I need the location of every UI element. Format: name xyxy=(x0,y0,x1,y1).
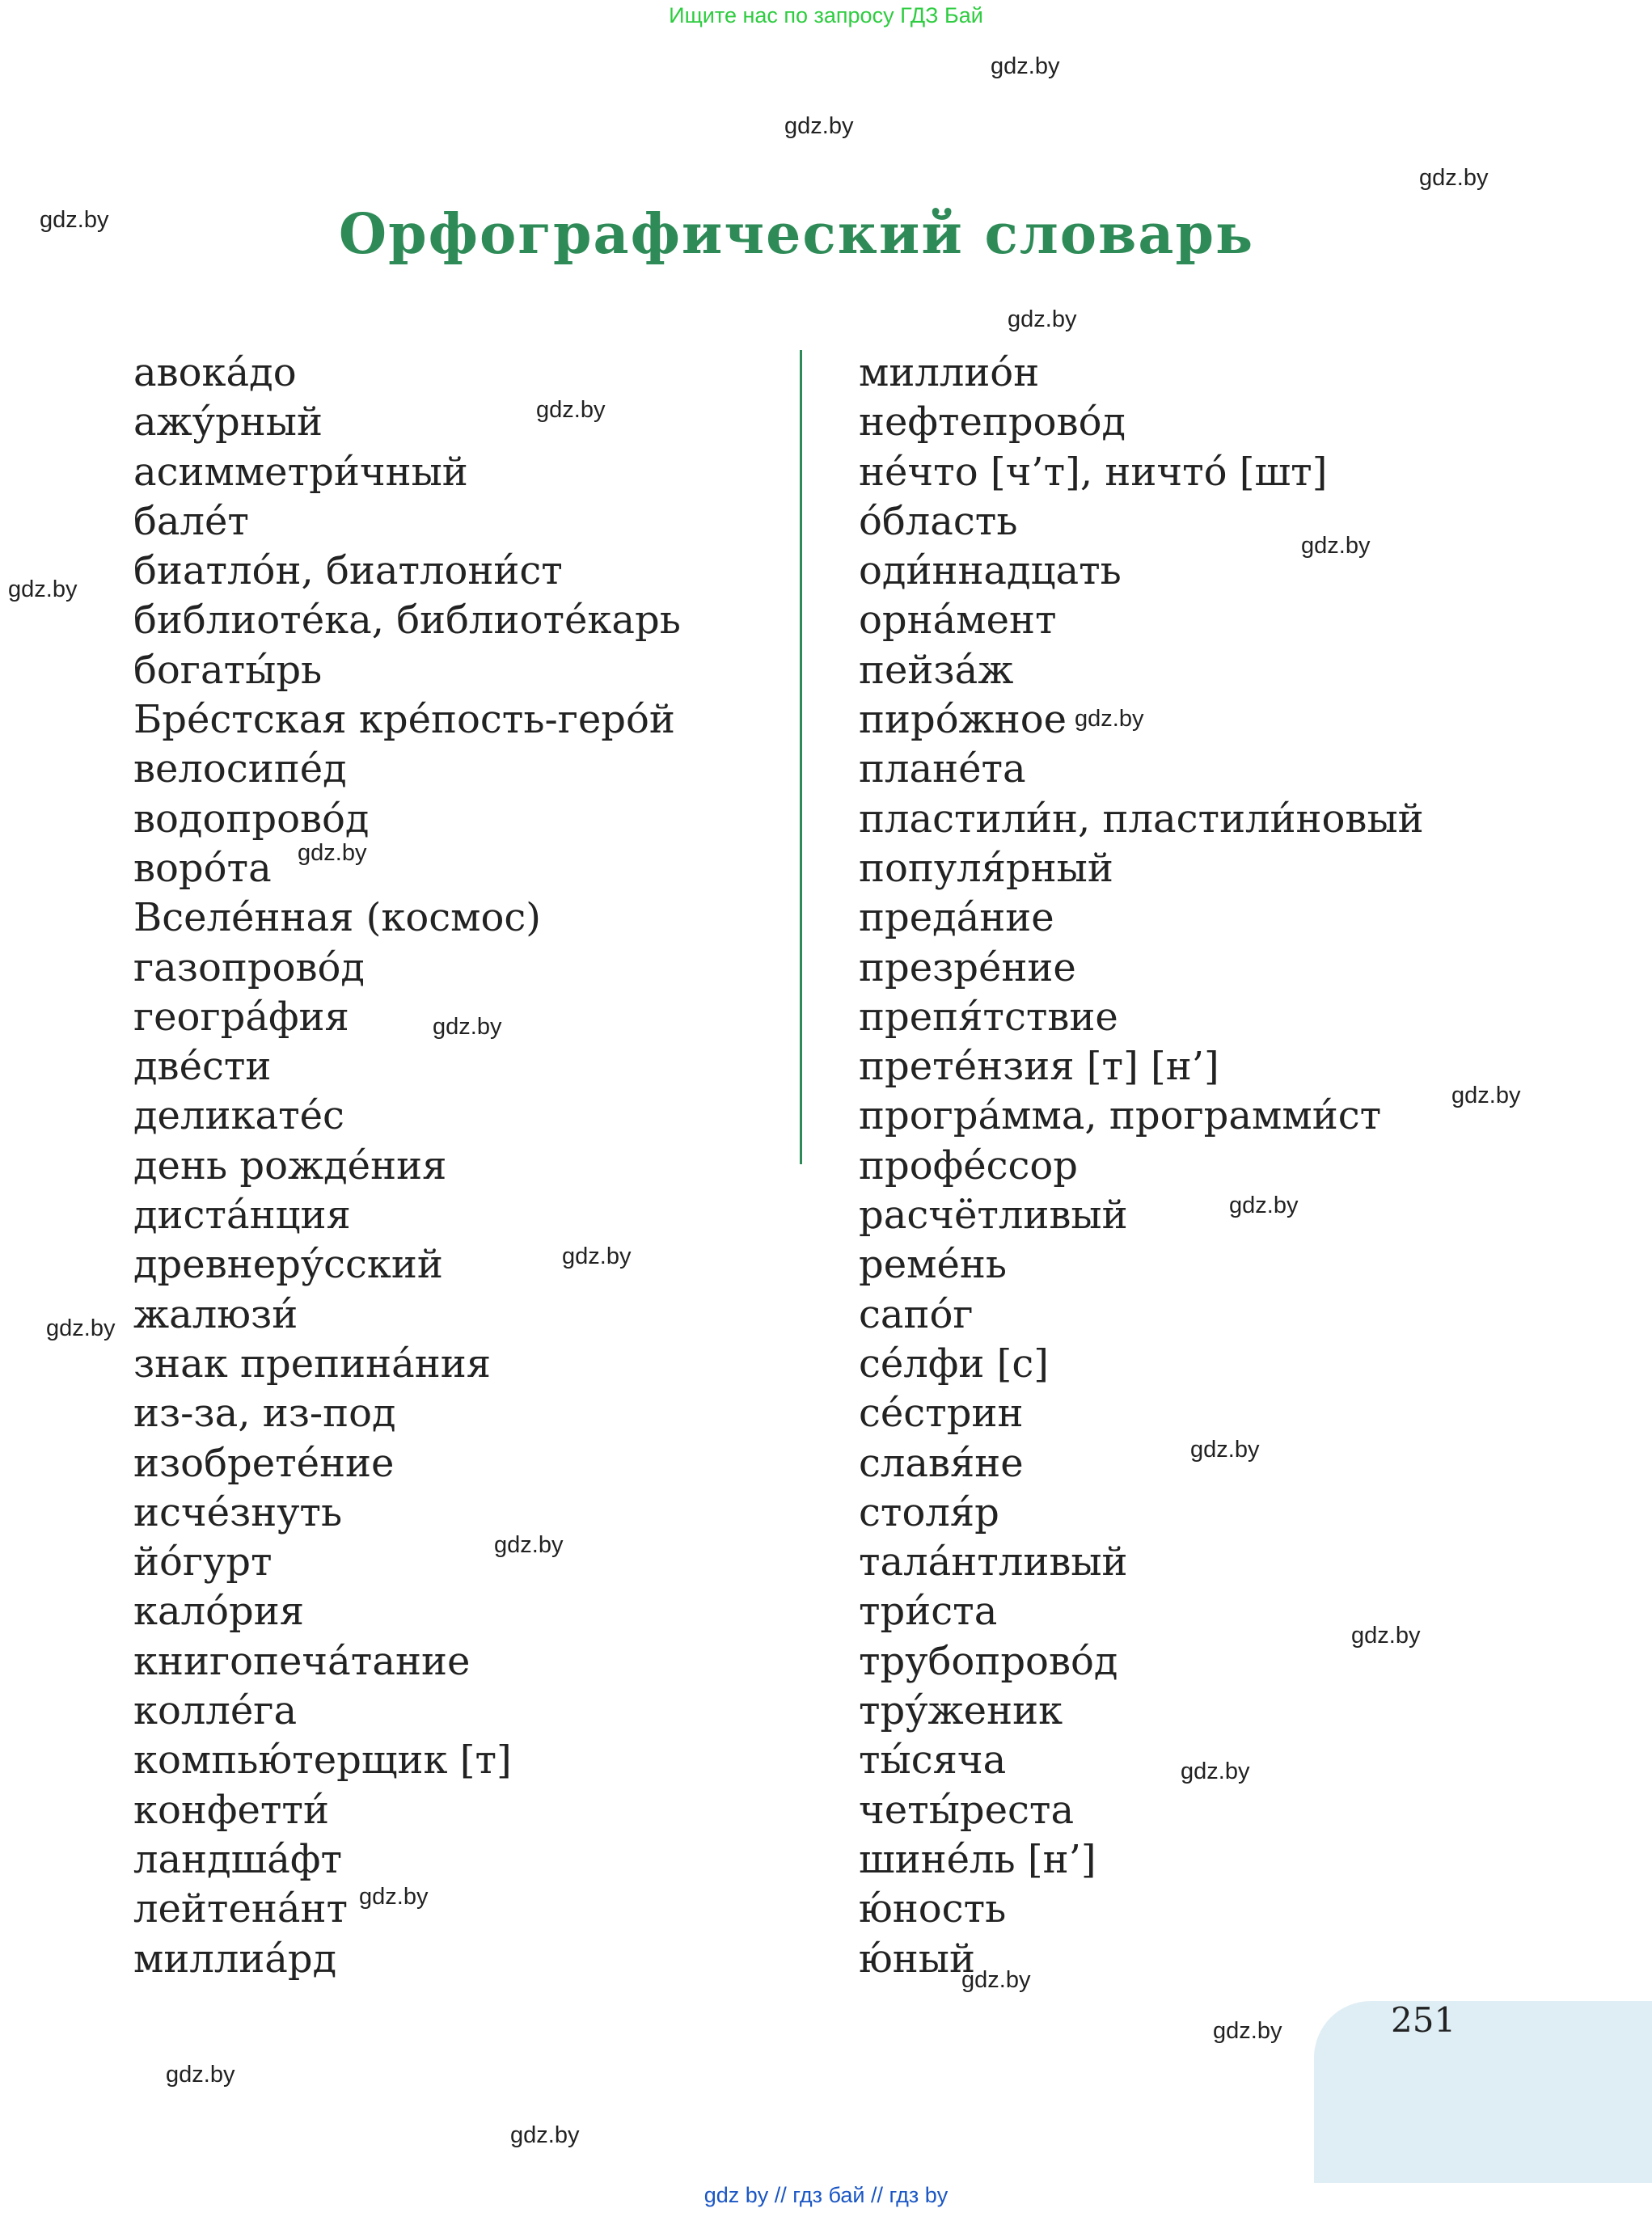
word-entry: орна́мент xyxy=(859,597,1057,644)
word-entry: ю́ность xyxy=(859,1886,1007,1932)
word-entry: о́бласть xyxy=(859,498,1018,544)
word-entry: оди́ннадцать xyxy=(859,548,1122,594)
word-entry: три́ста xyxy=(859,1589,998,1635)
word-entry: книгопеча́тание xyxy=(133,1638,471,1684)
word-entry: день рожде́ния xyxy=(133,1142,447,1188)
word-entry: ты́сяча xyxy=(859,1737,1007,1784)
word-entry: йо́гурт xyxy=(133,1539,273,1585)
word-entry: диста́нция xyxy=(133,1193,351,1239)
watermark: gdz.by xyxy=(536,397,606,423)
word-entry: газопрово́д xyxy=(133,944,365,990)
word-entry: реме́нь xyxy=(859,1242,1007,1288)
right-word-column xyxy=(859,348,1424,1984)
watermark: gdz.by xyxy=(1451,1083,1521,1108)
word-entry: расчётливый xyxy=(859,1193,1128,1239)
watermark: gdz.by xyxy=(359,1884,429,1910)
top-banner[interactable]: Ищите нас по запросу ГДЗ Бай xyxy=(669,3,983,27)
word-entry: знак препина́ния xyxy=(133,1340,492,1387)
word-entry: колле́га xyxy=(133,1688,298,1734)
page-number-box xyxy=(1314,2001,1652,2183)
word-entry: авока́до xyxy=(133,350,297,395)
left-word-column xyxy=(133,348,681,1984)
watermark: gdz.by xyxy=(40,207,109,233)
page-title: Орфографический словарь xyxy=(338,202,1255,267)
word-entry: пиро́жное xyxy=(859,697,1067,743)
word-entry: богаты́рь xyxy=(133,647,323,693)
word-entry: деликате́с xyxy=(133,1093,344,1139)
watermark: gdz.by xyxy=(1181,1758,1250,1784)
word-entry: асимметри́чный xyxy=(133,449,468,495)
word-entry: славя́не xyxy=(859,1440,1024,1486)
column-divider xyxy=(800,350,802,1164)
watermark: gdz.by xyxy=(1008,306,1077,332)
bottom-links[interactable]: gdz by // гдз бай // гдз by xyxy=(703,2183,949,2207)
watermark: gdz.by xyxy=(166,2062,235,2088)
watermark: gdz.by xyxy=(494,1532,564,1558)
word-entry: столя́р xyxy=(859,1489,999,1535)
word-entry: биатло́н, биатлони́ст xyxy=(133,548,563,594)
word-entry: водопрово́д xyxy=(133,796,370,842)
word-entry: Бре́стская кре́пость-геро́й xyxy=(133,697,675,743)
word-entry: трубопрово́д xyxy=(859,1638,1118,1684)
watermark: gdz.by xyxy=(298,840,367,866)
word-entry: четы́реста xyxy=(859,1787,1075,1833)
watermark: gdz.by xyxy=(433,1014,502,1040)
word-entry: сапо́г xyxy=(859,1291,974,1337)
word-entry: миллио́н xyxy=(859,350,1040,395)
word-entry: Вселе́нная (космос) xyxy=(133,895,541,941)
word-entry: изобрете́ние xyxy=(133,1440,395,1486)
watermark: gdz.by xyxy=(1419,165,1489,191)
word-entry: ажу́рный xyxy=(133,399,323,445)
word-entry: нефтепрово́д xyxy=(859,399,1126,445)
watermark: gdz.by xyxy=(510,2122,580,2148)
word-entry: лейтена́нт xyxy=(133,1886,349,1932)
word-entry: ландша́фт xyxy=(133,1836,343,1882)
watermark: gdz.by xyxy=(1213,2018,1282,2044)
word-entry: бале́т xyxy=(133,498,249,544)
watermark: gdz.by xyxy=(46,1315,116,1341)
word-entry: миллиа́рд xyxy=(133,1936,337,1982)
word-entry: древнеру́сский xyxy=(133,1242,443,1288)
word-entry: презре́ние xyxy=(859,944,1076,990)
watermark: gdz.by xyxy=(784,113,854,139)
word-entry: популя́рный xyxy=(859,845,1113,891)
word-entry: тала́нтливый xyxy=(859,1539,1128,1585)
watermark: gdz.by xyxy=(1075,706,1144,732)
word-entry: ю́ный xyxy=(859,1936,975,1982)
word-entry: плане́та xyxy=(859,746,1026,792)
watermark: gdz.by xyxy=(961,1967,1031,1993)
word-entry: велосипе́д xyxy=(133,746,347,792)
word-entry: шине́ль [н’] xyxy=(859,1836,1096,1882)
word-entry: компью́терщик [т] xyxy=(133,1737,512,1784)
word-entry: кало́рия xyxy=(133,1589,305,1635)
watermark: gdz.by xyxy=(562,1243,632,1269)
word-entry: библиоте́ка, библиоте́карь xyxy=(133,597,681,644)
watermark: gdz.by xyxy=(1190,1437,1260,1463)
word-entry: исче́знуть xyxy=(133,1489,343,1535)
watermark: gdz.by xyxy=(1351,1623,1421,1649)
word-entry: не́что [ч’т], ничто́ [шт] xyxy=(859,449,1328,495)
word-entry: конфетти́ xyxy=(133,1787,329,1833)
page-number: 251 xyxy=(1391,2000,1456,2040)
watermark: gdz.by xyxy=(8,576,78,602)
watermark: gdz.by xyxy=(991,53,1060,79)
word-entry: из-за, из-под xyxy=(133,1391,396,1437)
word-entry: се́стрин xyxy=(859,1391,1024,1437)
word-entry: програ́мма, программи́ст xyxy=(859,1093,1382,1139)
watermark: gdz.by xyxy=(1301,533,1371,559)
word-entry: профе́ссор xyxy=(859,1142,1078,1188)
watermark: gdz.by xyxy=(1229,1193,1299,1218)
word-entry: пейза́ж xyxy=(859,647,1014,693)
word-entry: се́лфи [с] xyxy=(859,1340,1049,1387)
word-entry: прете́нзия [т] [н’] xyxy=(859,1044,1219,1090)
word-entry: пластили́н, пластили́новый xyxy=(859,796,1424,842)
word-entry: преда́ние xyxy=(859,895,1054,941)
word-entry: две́сти xyxy=(133,1044,272,1090)
word-entry: тру́женик xyxy=(859,1688,1063,1734)
word-entry: геогра́фия xyxy=(133,994,349,1040)
word-entry: воро́та xyxy=(133,845,272,891)
word-entry: жалюзи́ xyxy=(133,1291,298,1337)
word-entry: препя́тствие xyxy=(859,994,1118,1040)
